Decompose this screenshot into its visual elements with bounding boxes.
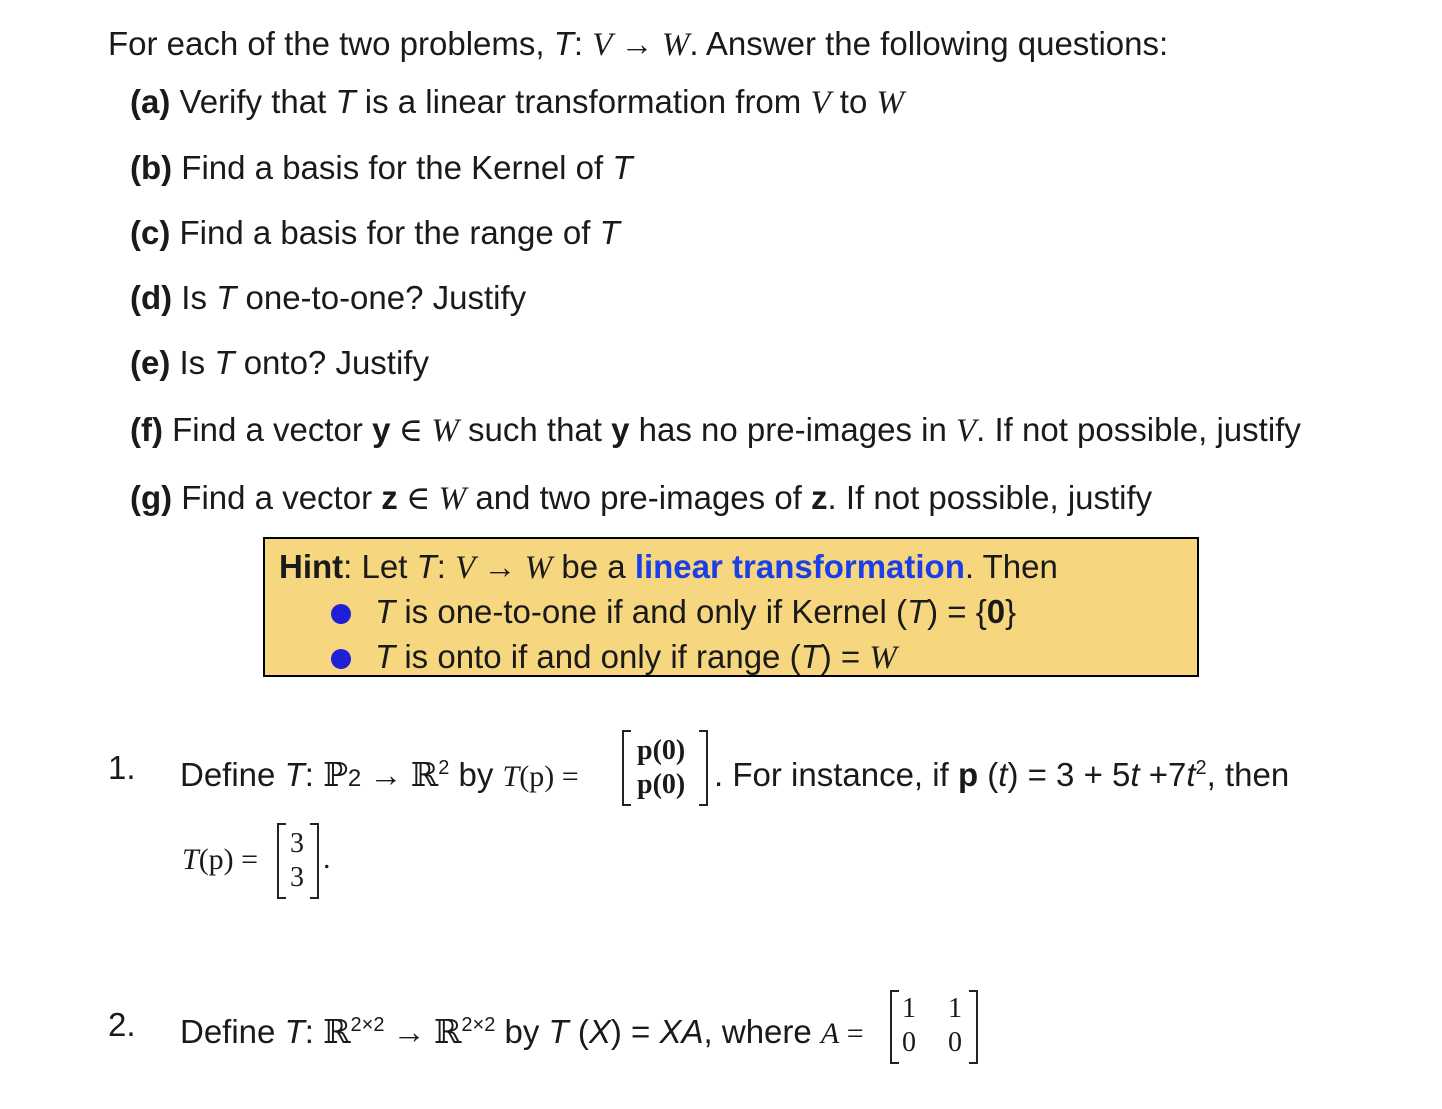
hint-text: is one-to-one if and only if Kernel (	[395, 593, 907, 630]
question-label: (c)	[130, 214, 171, 251]
arrow-symbol: →	[384, 1015, 434, 1051]
vector-entry: 3	[290, 828, 304, 859]
question-text: Find a vector	[162, 411, 373, 448]
question-b	[130, 148, 633, 188]
symbol-T: T	[800, 638, 821, 675]
hint-text: ) =	[820, 638, 870, 675]
symbol-T: T	[284, 756, 305, 793]
problem-text: by	[495, 1013, 549, 1050]
question-text: . If not possible, justify	[827, 479, 1153, 516]
real-space-symbol: ℝ	[323, 1015, 351, 1051]
problem-text: (	[978, 756, 999, 793]
bracket-right	[969, 990, 978, 1064]
hint-text: is onto if and only if range (	[395, 638, 801, 675]
zero-vector: 0	[986, 593, 1006, 630]
element-of-symbol: ∈	[397, 481, 439, 517]
problem-1-example-result	[182, 842, 258, 878]
question-text: onto? Justify	[234, 344, 429, 381]
equals-sign: =	[839, 1017, 864, 1050]
symbol-W: W	[524, 550, 553, 586]
question-c	[130, 213, 620, 253]
intro-suffix: . Answer the following questions:	[689, 25, 1169, 62]
hint-header	[279, 547, 1058, 588]
symbol-T: T	[502, 760, 520, 793]
question-text: Is	[170, 344, 215, 381]
bracket-left	[890, 990, 899, 1064]
problem-text: (	[568, 1013, 589, 1050]
question-text: Find a basis for the Kernel of	[172, 149, 613, 186]
hint-bullet-1	[331, 592, 1016, 632]
problem-1-vector-p0	[622, 730, 708, 806]
problem-1-number: 1.	[108, 749, 136, 786]
period: .	[323, 842, 331, 875]
problem-1-result-vector	[277, 823, 319, 899]
symbol-T: T	[612, 149, 633, 186]
symbol-T: T	[553, 25, 574, 62]
arrow-symbol: →	[475, 550, 525, 586]
bullet-icon	[331, 604, 351, 624]
polynomial-space-symbol: ℙ	[323, 758, 348, 794]
hint-box	[263, 537, 1199, 677]
hint-bullet-2	[331, 637, 897, 678]
question-label: (f)	[130, 411, 163, 448]
symbol-T: T	[599, 214, 620, 251]
question-label: (a)	[130, 83, 171, 120]
symbol-V: V	[455, 550, 476, 586]
matrix-entry: 0	[902, 1027, 916, 1058]
problem-text: Define	[180, 1013, 285, 1050]
real-space-symbol: ℝ	[410, 758, 439, 794]
symbol-T: T	[375, 638, 396, 675]
symbol-T: T	[416, 548, 437, 585]
symbol-T: T	[375, 593, 396, 630]
problem-text: , then	[1206, 756, 1290, 793]
hint-text: }	[1005, 593, 1017, 630]
arrow-symbol: →	[612, 27, 662, 63]
real-space-symbol: ℝ	[433, 1015, 462, 1051]
symbol-V: V	[956, 413, 977, 449]
vector-y: y	[372, 411, 391, 448]
question-label: (b)	[130, 149, 173, 186]
intro-text: For each of the two problems,	[108, 25, 554, 62]
symbol-T: T	[548, 1013, 569, 1050]
question-label: (g)	[130, 479, 173, 516]
vector-p: p	[957, 756, 979, 793]
bracket-right	[699, 730, 708, 806]
matrix-X: X	[588, 1013, 611, 1050]
question-text: Find a basis for the range of	[170, 214, 600, 251]
question-e	[130, 343, 429, 383]
question-text: Verify that	[170, 83, 336, 120]
symbol-T: T	[335, 83, 356, 120]
hint-text: . Then	[964, 548, 1058, 585]
variable-t: t	[998, 756, 1008, 793]
linear-transformation-link[interactable]: linear transformation	[634, 548, 965, 585]
question-f	[130, 410, 1301, 451]
arrow-symbol: →	[361, 758, 411, 794]
bullet-icon	[331, 649, 351, 669]
subscript: 2	[347, 765, 362, 792]
bracket-left	[622, 730, 631, 806]
problem-2-number: 2.	[108, 1006, 136, 1043]
argument-p: (p) =	[198, 843, 259, 876]
superscript: 2×2	[461, 1014, 496, 1036]
problem-text: Define	[180, 756, 285, 793]
symbol-T: T	[284, 1013, 305, 1050]
hint-text: be a	[552, 548, 635, 585]
question-text: has no pre-images in	[629, 411, 956, 448]
question-d	[130, 278, 526, 318]
question-text: Find a vector	[172, 479, 382, 516]
symbol-W: W	[876, 85, 904, 121]
question-text: Is	[172, 279, 217, 316]
question-label: (d)	[130, 279, 173, 316]
colon: :	[573, 25, 593, 62]
vector-z: z	[381, 479, 398, 516]
problem-1-definition-part2	[714, 748, 1289, 795]
question-label: (e)	[130, 344, 171, 381]
problem-text: , where	[703, 1013, 821, 1050]
element-of-symbol: ∈	[390, 413, 432, 449]
problem-1-definition-part1	[180, 748, 579, 799]
hint-label: Hint	[279, 548, 344, 585]
symbol-T: T	[906, 593, 928, 630]
matrix-entry: 1	[902, 993, 916, 1024]
matrix-entry: 1	[948, 993, 962, 1024]
symbol-T: T	[216, 279, 237, 316]
product-XA: XA	[659, 1013, 704, 1050]
vector-z: z	[811, 479, 828, 516]
question-g	[130, 478, 1152, 519]
question-a	[130, 82, 904, 123]
colon: :	[436, 548, 456, 585]
hint-text: : Let	[343, 548, 417, 585]
question-text: . If not possible, justify	[976, 411, 1301, 448]
matrix-A	[890, 990, 978, 1064]
problem-text: +7	[1139, 756, 1187, 793]
argument-p: (p) =	[519, 760, 579, 793]
problem-text: ) =	[610, 1013, 660, 1050]
problem-2-definition	[180, 1005, 864, 1054]
vector-entry: p(0)	[637, 769, 686, 800]
problem-text: by	[449, 756, 503, 793]
superscript: 2×2	[350, 1014, 385, 1036]
symbol-W: W	[431, 413, 459, 449]
symbol-V: V	[810, 85, 831, 121]
symbol-V: V	[592, 27, 613, 63]
hint-text: ) = {	[927, 593, 987, 630]
bracket-left	[277, 823, 286, 899]
problem-text: ) = 3 + 5	[1007, 756, 1131, 793]
matrix-entry: 0	[948, 1027, 962, 1058]
matrix-A-symbol: A	[820, 1017, 840, 1050]
problem-text: . For instance, if	[714, 756, 958, 793]
superscript: 2	[1195, 757, 1207, 779]
symbol-T: T	[182, 843, 199, 876]
intro-line	[108, 24, 1168, 65]
question-text: is a linear transformation from	[355, 83, 811, 120]
question-text: one-to-one? Justify	[236, 279, 527, 316]
question-text: to	[830, 83, 877, 120]
vector-entry: 3	[290, 862, 304, 893]
symbol-W: W	[869, 640, 897, 676]
question-text: such that	[458, 411, 612, 448]
vector-y: y	[611, 411, 630, 448]
symbol-W: W	[438, 481, 467, 517]
colon: :	[304, 756, 324, 793]
bracket-right	[310, 823, 319, 899]
symbol-W: W	[661, 27, 690, 63]
colon: :	[304, 1013, 324, 1050]
symbol-T: T	[214, 344, 235, 381]
question-text: and two pre-images of	[466, 479, 812, 516]
superscript: 2	[438, 757, 450, 779]
variable-t: t	[1130, 756, 1140, 793]
vector-entry: p(0)	[637, 735, 686, 766]
variable-t: t	[1186, 756, 1196, 793]
